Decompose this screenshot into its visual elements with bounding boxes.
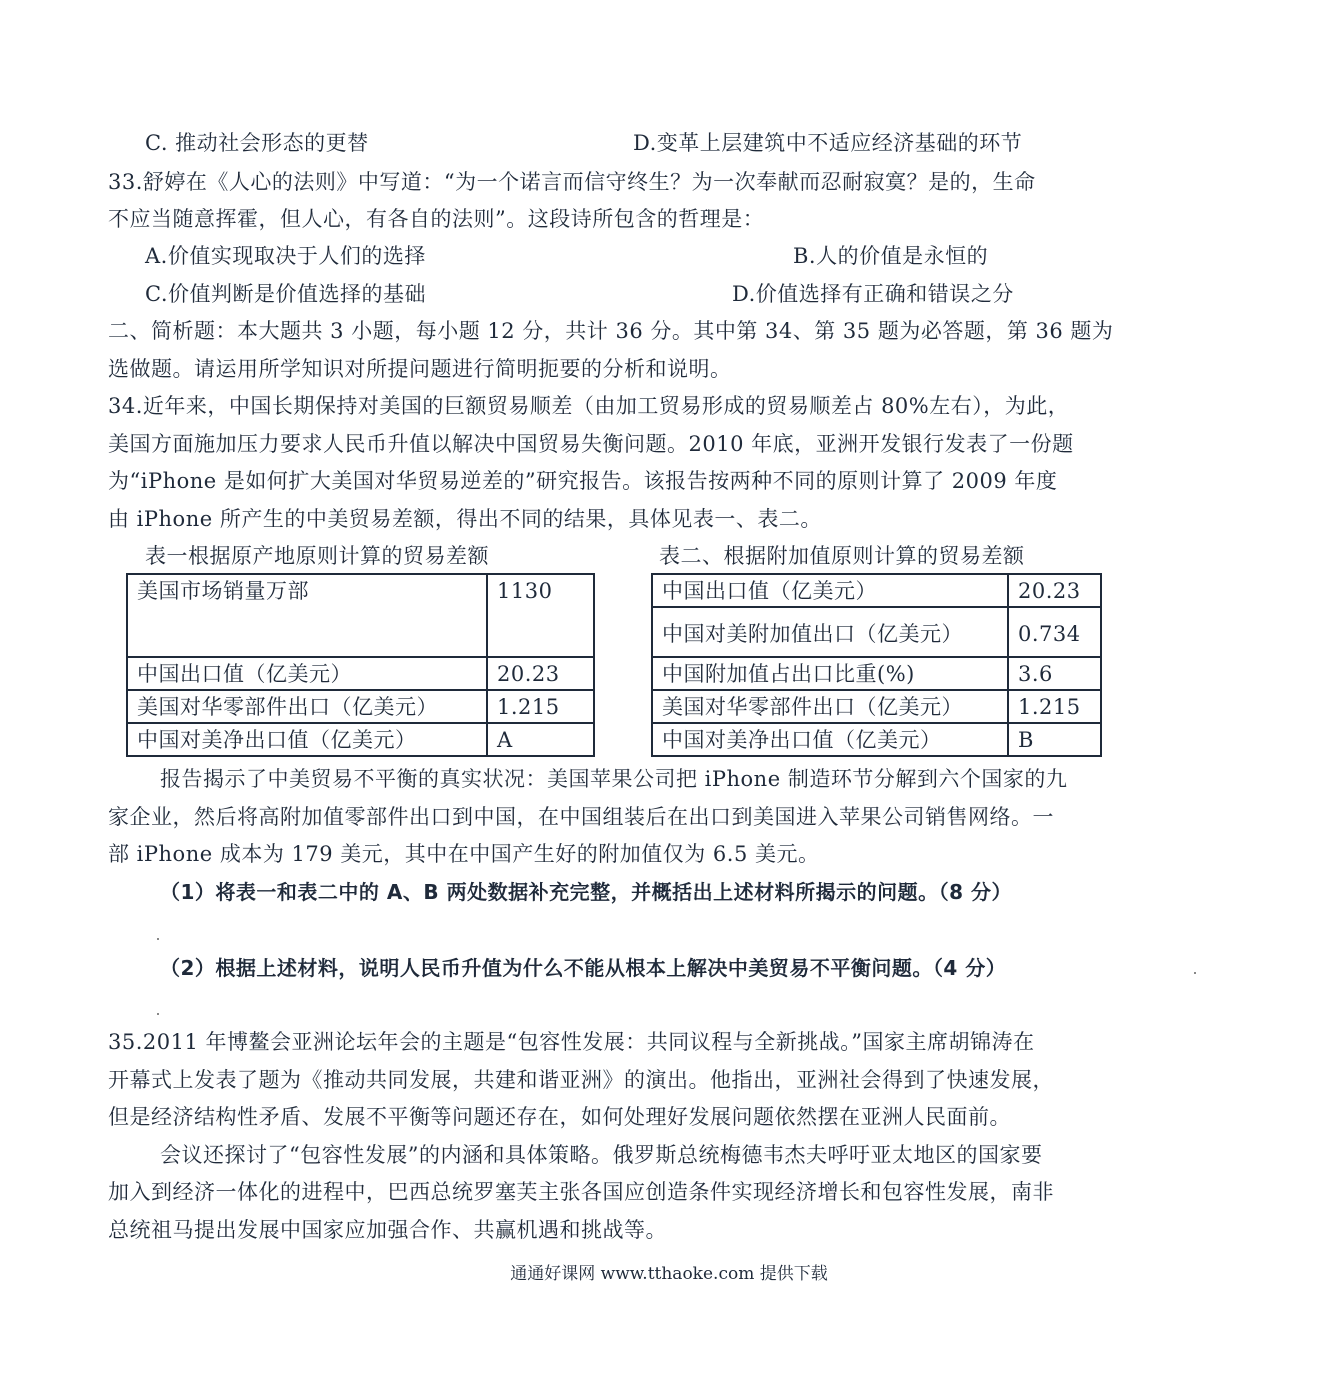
- table-cell: 美国对华零部件出口（亿美元）: [127, 690, 487, 723]
- table-cell: 中国出口值（亿美元）: [127, 657, 487, 690]
- table-row: [652, 723, 1101, 756]
- q35-line2: 开幕式上发表了题为《推动共同发展，共建和谐亚洲》的演出。他指出，亚洲社会得到了快速发展，: [108, 1068, 1054, 1092]
- table-cell: 3.6: [1008, 657, 1101, 690]
- q35-line6: 总统祖马提出发展中国家应加强合作、共赢机遇和挑战等。: [108, 1218, 667, 1242]
- q32-option-d: D.变革上层建筑中不适应经济基础的环节: [633, 131, 1023, 155]
- table-cell: 20.23: [487, 657, 594, 690]
- q32-option-c: C. 推动社会形态的更替: [145, 131, 369, 155]
- q35-line3: 但是经济结构性矛盾、发展不平衡等问题还存在，如何处理好发展问题依然摆在亚洲人民面前。: [108, 1105, 1011, 1129]
- q34-subquestion-1: （1）将表一和表二中的 A、B 两处数据补充完整，并概括出上述材料所揭示的问题。（8 分）: [160, 880, 1012, 904]
- table-cell: 0.734: [1008, 607, 1101, 657]
- q35-line1: 35.2011 年博鳌会亚洲论坛年会的主题是“包容性发展：共同议程与全新挑战。”国家主席胡锦涛在: [108, 1030, 1035, 1054]
- q34-para-line1: 34.近年来，中国长期保持对美国的巨额贸易顺差（由加工贸易形成的贸易顺差占 80%左右），为此，: [108, 394, 1070, 418]
- q35-line5: 加入到经济一体化的进程中，巴西总统罗塞芙主张各国应创造条件实现经济增长和包容性发展，南非: [108, 1180, 1054, 1204]
- table2: [651, 573, 1102, 757]
- q33-stem-line2: 不应当随意挥霍，但人心，有各自的法则”。这段诗所包含的哲理是：: [108, 207, 765, 231]
- q33-option-c: C.价值判断是价值选择的基础: [145, 282, 426, 306]
- table-cell: 中国对美净出口值（亿美元）: [127, 723, 487, 756]
- table-cell: 中国对美附加值出口（亿美元）: [652, 607, 1008, 657]
- q33-option-d: D.价值选择有正确和错误之分: [732, 282, 1014, 306]
- report-line2: 家企业，然后将高附加值零部件出口到中国，在中国组装后在出口到美国进入苹果公司销售网络。一: [108, 805, 1054, 829]
- table-cell: 1.215: [487, 690, 594, 723]
- q33-option-a: A.价值实现取决于人们的选择: [145, 244, 426, 268]
- table-cell: 中国出口值（亿美元）: [652, 574, 1008, 607]
- report-line3: 部 iPhone 成本为 179 美元，其中在中国产生好的附加值仅为 6.5 美元。: [108, 842, 820, 866]
- section2-heading-line2: 选做题。请运用所学知识对所提问题进行简明扼要的分析和说明。: [108, 357, 732, 381]
- section2-heading-line1: 二、简析题：本大题共 3 小题，每小题 12 分，共计 36 分。其中第 34、第 35 题为必答题，第 36 题为: [108, 319, 1114, 343]
- table-cell: 20.23: [1008, 574, 1101, 607]
- q33-option-b: B.人的价值是永恒的: [793, 244, 989, 268]
- table-cell: 美国市场销量万部: [127, 574, 487, 657]
- q34-para-line2: 美国方面施加压力要求人民币升值以解决中国贸易失衡问题。2010 年底，亚洲开发银行发表了一份题: [108, 432, 1074, 456]
- table-row: [652, 657, 1101, 690]
- table-row: [127, 657, 594, 690]
- table-row: [652, 607, 1101, 657]
- mark-dot: [157, 1013, 159, 1015]
- table-cell: 中国对美净出口值（亿美元）: [652, 723, 1008, 756]
- table-row: [127, 690, 594, 723]
- mark-dot: [157, 938, 159, 940]
- table1: [126, 573, 595, 757]
- report-line1: 报告揭示了中美贸易不平衡的真实状况：美国苹果公司把 iPhone 制造环节分解到六个国家的九: [160, 767, 1068, 791]
- mark-dot: [1194, 972, 1196, 974]
- q33-stem-line1: 33.舒婷在《人心的法则》中写道：“为一个诺言而信守终生？为一次奉献而忍耐寂寞？是的，生命: [108, 170, 1036, 194]
- q35-line4: 会议还探讨了“包容性发展”的内涵和具体策略。俄罗斯总统梅德韦杰夫呼吁亚太地区的国家要: [160, 1143, 1043, 1167]
- table-row: [127, 574, 594, 657]
- table-cell: 1.215: [1008, 690, 1101, 723]
- table-row: [652, 574, 1101, 607]
- table1-caption: 表一根据原产地原则计算的贸易差额: [145, 544, 489, 568]
- q34-para-line4: 由 iPhone 所产生的中美贸易差额，得出不同的结果，具体见表一、表二。: [108, 507, 822, 531]
- q34-subquestion-2: （2）根据上述材料，说明人民币升值为什么不能从根本上解决中美贸易不平衡问题。（4 分）: [160, 956, 1007, 980]
- table-cell: 中国附加值占出口比重(%): [652, 657, 1008, 690]
- table-cell: 1130: [487, 574, 594, 657]
- table-row: [127, 723, 594, 756]
- footer-text: 通通好课网 www.tthaoke.com 提供下载: [510, 1264, 828, 1284]
- table-cell: B: [1008, 723, 1101, 756]
- q34-para-line3: 为“iPhone 是如何扩大美国对华贸易逆差的”研究报告。该报告按两种不同的原则计算了 2009 年度: [108, 469, 1058, 493]
- table-cell: 美国对华零部件出口（亿美元）: [652, 690, 1008, 723]
- table-cell: A: [487, 723, 594, 756]
- table2-caption: 表二、根据附加值原则计算的贸易差额: [659, 544, 1025, 568]
- table-row: [652, 690, 1101, 723]
